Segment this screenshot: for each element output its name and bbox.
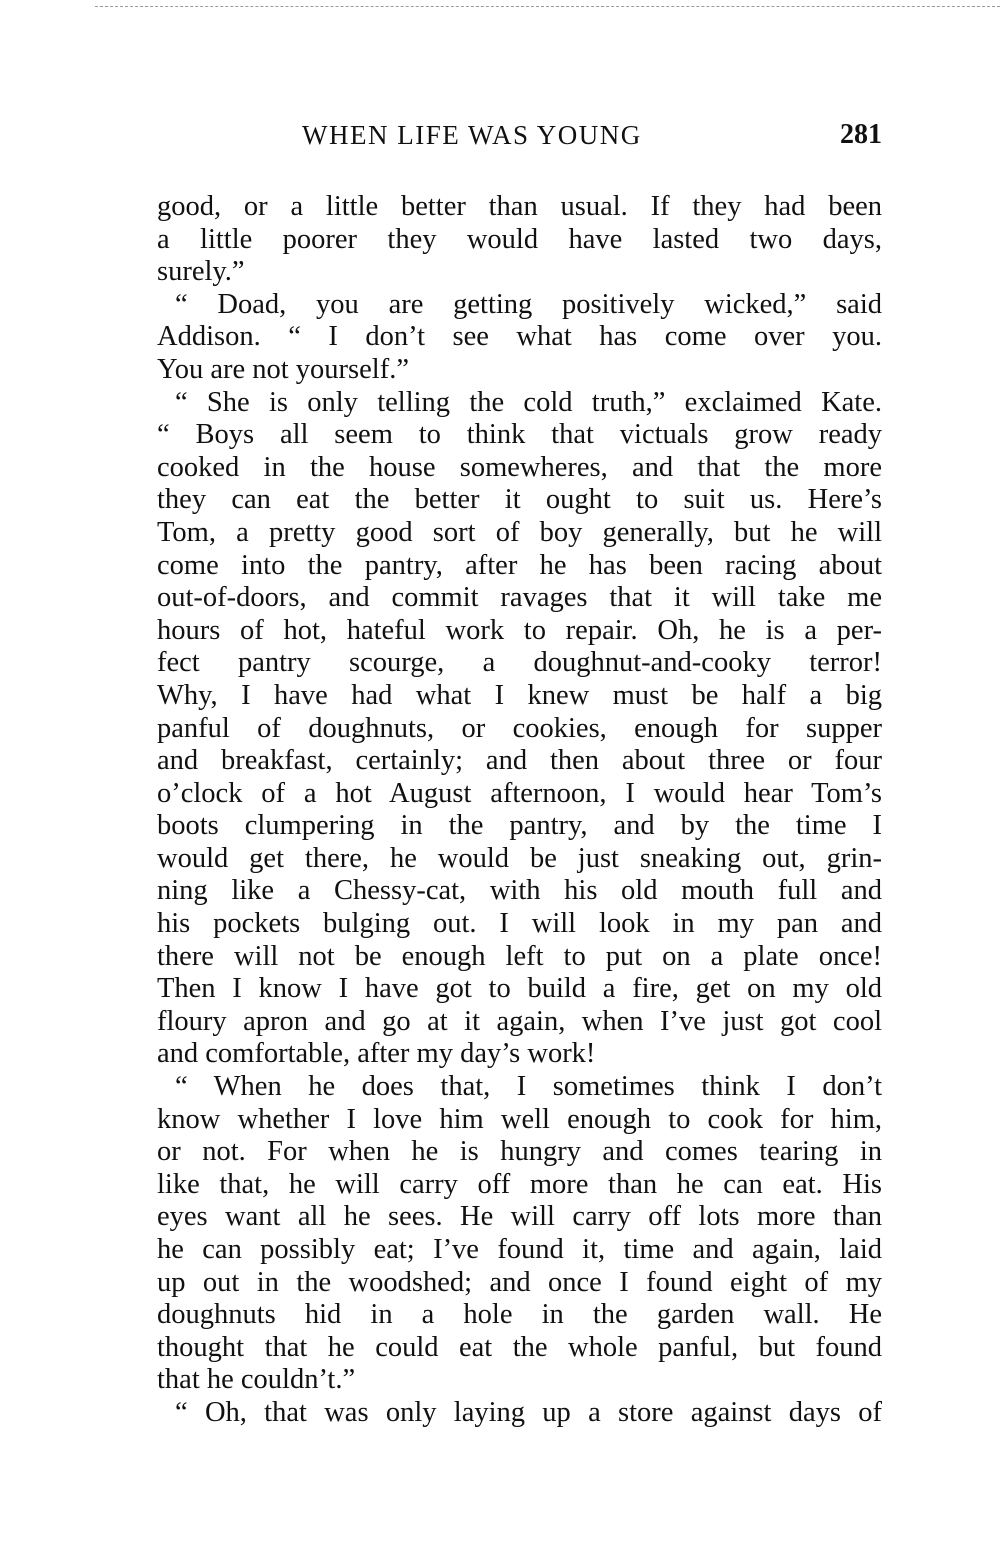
page-number: 281 [840, 119, 882, 150]
text-line: or not. For when he is hungry and comes tearing in [157, 1136, 882, 1168]
running-head [157, 115, 882, 155]
text-line: come into the pantry, after he has been racing about [157, 549, 882, 581]
text-line: like that, he will carry off more than he can eat. His [157, 1168, 882, 1200]
text-line: boots clumpering in the pantry, and by the time I [157, 810, 882, 842]
text-line: good, or a little better than usual. If they had been [157, 191, 882, 222]
text-line: would get there, he would be just sneaking out, grin- [157, 842, 882, 874]
text-line: and breakfast, certainly; and then about three or four [157, 745, 882, 777]
text-line: panful of doughnuts, or cookies, enough for supper [157, 712, 882, 744]
text-line: and comfortable, after my day’s work! [157, 1038, 596, 1070]
text-line: Why, I have had what I knew must be half a big [157, 679, 882, 711]
text-line: “ She is only telling the cold truth,” exclaimed Kate. [175, 386, 882, 418]
text-line: ning like a Chessy-cat, with his old mouth full and [157, 875, 882, 907]
body-text [157, 191, 882, 1430]
text-line: a little poorer they would have lasted two days, [157, 223, 882, 255]
text-line: fect pantry scourge, a doughnut-and-cooky terror! [157, 647, 882, 679]
text-line: know whether I love him well enough to cook for him, [157, 1103, 882, 1135]
text-line: “ Doad, you are getting positively wicked,” said [175, 288, 882, 320]
text-line: eyes want all he sees. He will carry off lots more than [157, 1201, 882, 1233]
text-line: out-of-doors, and commit ravages that it will take me [157, 582, 882, 614]
top-scan-rule [95, 6, 1000, 7]
text-line: there will not be enough left to put on a plate once! [157, 940, 882, 972]
text-line: thought that he could eat the whole panful, but found [157, 1331, 882, 1363]
text-line: “ Oh, that was only laying up a store against days of [175, 1396, 882, 1428]
text-line: that he couldn’t.” [157, 1364, 356, 1396]
text-line: up out in the woodshed; and once I found eight of my [157, 1266, 882, 1298]
text-line: hours of hot, hateful work to repair. Oh, he is a per- [157, 614, 882, 646]
text-line: Tom, a pretty good sort of boy generally, but he will [157, 516, 882, 548]
text-line: he can possibly eat; I’ve found it, time and again, laid [157, 1234, 882, 1265]
text-line: doughnuts hid in a hole in the garden wall. He [157, 1299, 882, 1331]
running-title: WHEN LIFE WAS YOUNG [302, 120, 642, 150]
text-line: Addison. “ I don’t see what has come over you. [157, 321, 882, 353]
text-line: his pockets bulging out. I will look in my pan and [157, 908, 882, 940]
text-line: “ When he does that, I sometimes think I don’t [175, 1071, 882, 1103]
text-line: You are not yourself.” [157, 353, 409, 385]
text-line: surely.” [157, 256, 245, 288]
text-line: cooked in the house somewheres, and that the more [157, 451, 882, 483]
text-line: floury apron and go at it again, when I’ve just got cool [157, 1005, 882, 1037]
text-line: Then I know I have got to build a fire, get on my old [157, 973, 882, 1005]
text-line: o’clock of a hot August afternoon, I would hear Tom’s [157, 777, 882, 809]
text-line: “ Boys all seem to think that victuals grow ready [157, 419, 882, 451]
text-line: they can eat the better it ought to suit us. Here’s [157, 484, 882, 516]
